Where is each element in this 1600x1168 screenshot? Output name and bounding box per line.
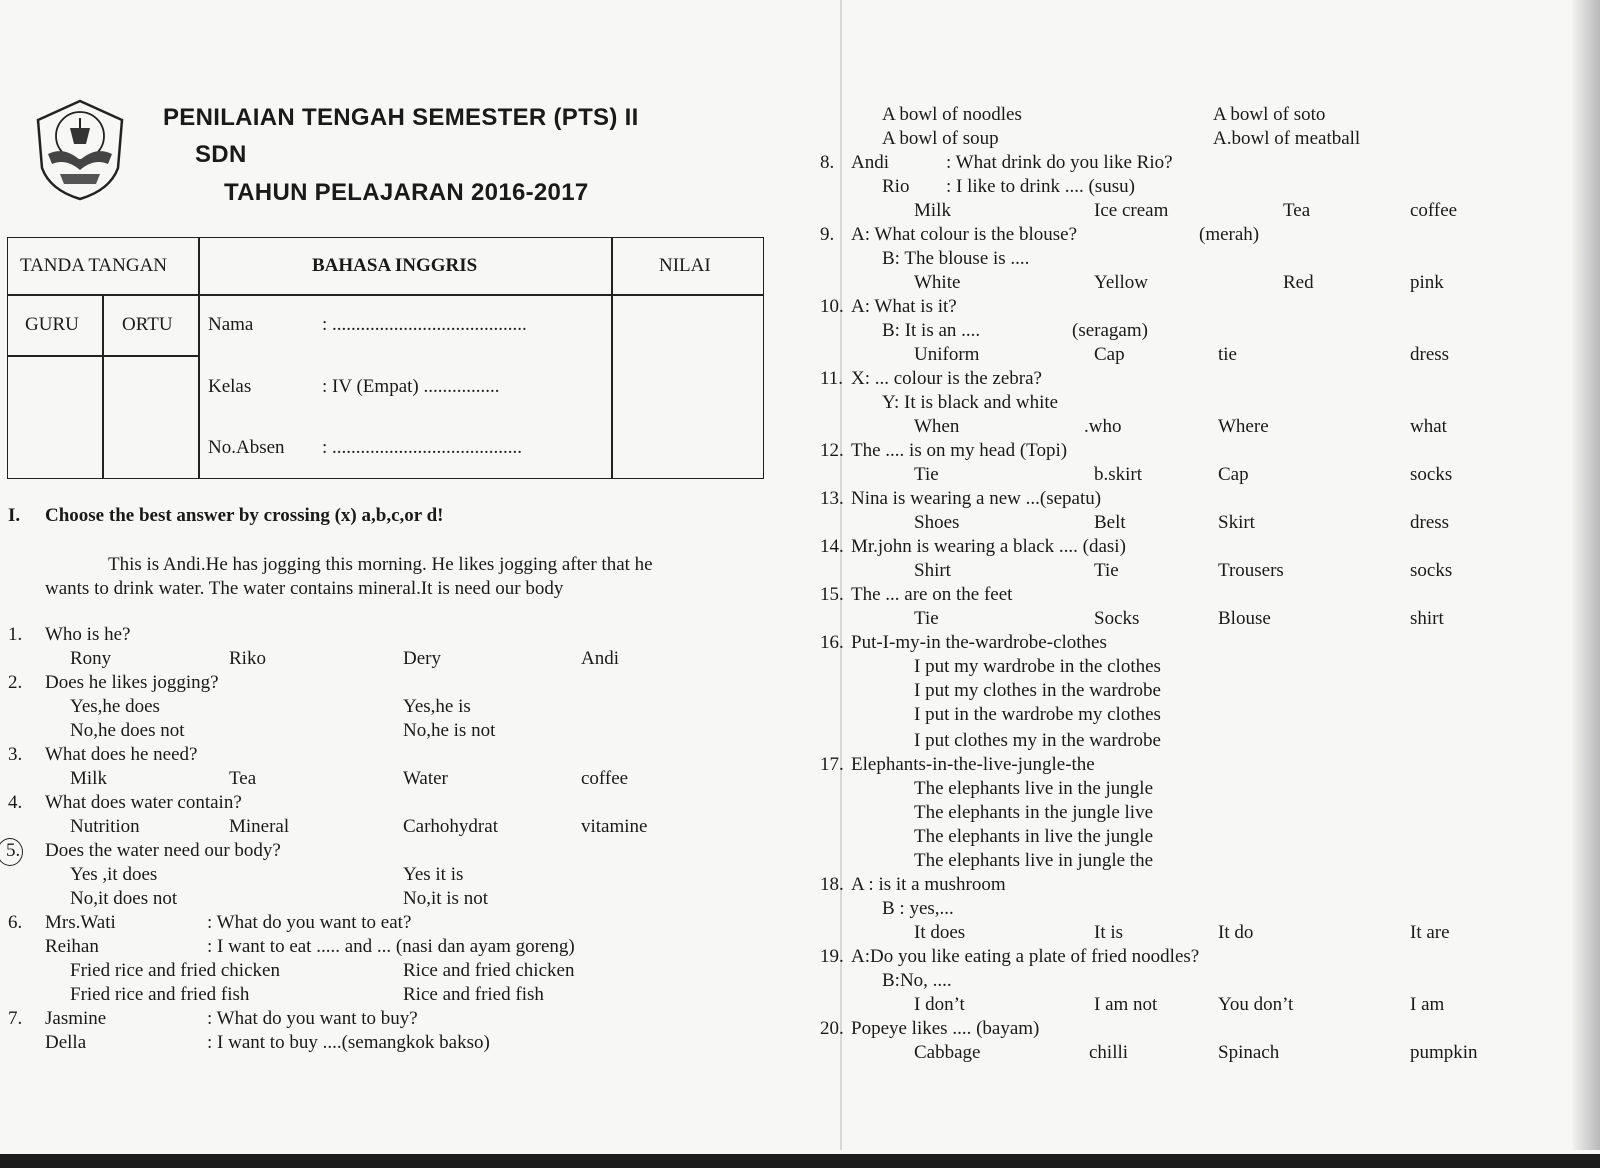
- answer-option[interactable]: pink: [1410, 272, 1444, 293]
- answer-option[interactable]: Yes,he does: [70, 696, 160, 717]
- dialog-line: : I want to buy ....(semangkok bakso): [207, 1032, 490, 1053]
- score-header: NILAI: [659, 255, 711, 276]
- answer-option[interactable]: Milk: [914, 200, 951, 221]
- question-text: What does he need?: [45, 744, 198, 765]
- answer-option[interactable]: I put in the wardrobe my clothes: [914, 704, 1161, 725]
- dialog-line: : What do you want to eat?: [207, 912, 412, 933]
- answer-option[interactable]: Shoes: [914, 512, 960, 533]
- answer-option[interactable]: socks: [1410, 464, 1453, 485]
- answer-option[interactable]: .who: [1084, 416, 1122, 437]
- question-number: 14.: [820, 536, 844, 557]
- name-label: Nama: [208, 314, 254, 335]
- answer-option[interactable]: what: [1410, 416, 1447, 437]
- question-number: 4.: [8, 792, 23, 813]
- answer-option[interactable]: Belt: [1094, 512, 1126, 533]
- answer-option[interactable]: Fried rice and fried chicken: [70, 960, 280, 981]
- question-number: 15.: [820, 584, 844, 605]
- answer-option[interactable]: Yellow: [1094, 272, 1149, 293]
- answer-option[interactable]: No,he is not: [403, 720, 496, 741]
- answer-option[interactable]: Tea: [229, 768, 257, 789]
- question-text: B: It is an ....: [882, 320, 981, 341]
- question-number: 16.: [820, 632, 844, 653]
- question-text: Does he likes jogging?: [45, 672, 219, 693]
- question-text: Elephants-in-the-live-jungle-the: [851, 754, 1095, 775]
- dialog-speaker: Della: [45, 1032, 87, 1053]
- question-text: B : yes,...: [882, 898, 954, 919]
- question-hint: (merah): [1199, 224, 1260, 245]
- answer-option[interactable]: vitamine: [581, 816, 648, 837]
- answer-option[interactable]: Rice and fried chicken: [403, 960, 575, 981]
- dialog-line: : What drink do you like Rio?: [946, 152, 1173, 173]
- instruction-text: Choose the best answer by crossing (x) a,b,c,or d!: [45, 505, 444, 526]
- school-name: SDN: [195, 141, 247, 168]
- section-number: I.: [8, 505, 21, 526]
- question-text: A: What colour is the blouse?: [851, 224, 1078, 245]
- question-number: 6.: [8, 912, 23, 933]
- dialog-line: : What do you want to buy?: [207, 1008, 418, 1029]
- answer-option[interactable]: Cap: [1094, 344, 1125, 365]
- answer-option[interactable]: Shirt: [914, 560, 951, 581]
- question-text: Popeye likes .... (bayam): [851, 1018, 1040, 1039]
- answer-option[interactable]: Water: [403, 768, 448, 789]
- question-number: 5.: [6, 840, 21, 861]
- roll-number-label: No.Absen: [208, 437, 285, 458]
- question-number: 1.: [8, 624, 23, 645]
- answer-option[interactable]: Tie: [1094, 560, 1119, 581]
- passage-line: This is Andi.He has jogging this morning. He likes jogging after that he: [108, 554, 653, 575]
- answer-option[interactable]: A bowl of soto: [1213, 104, 1326, 125]
- question-text: Does the water need our body?: [45, 840, 281, 861]
- dialog-speaker: Andi: [851, 152, 889, 173]
- answer-option[interactable]: Andi: [581, 648, 619, 669]
- answer-option[interactable]: Red: [1283, 272, 1314, 293]
- answer-option[interactable]: The elephants in live the jungle: [914, 826, 1154, 847]
- answer-option[interactable]: You don’t: [1218, 994, 1294, 1015]
- answer-option[interactable]: Riko: [229, 648, 266, 669]
- answer-option[interactable]: It are: [1410, 922, 1450, 943]
- answer-option[interactable]: Where: [1218, 416, 1269, 437]
- name-field[interactable]: : .........................................: [322, 314, 527, 335]
- question-text: A:Do you like eating a plate of fried noodles?: [851, 946, 1200, 967]
- answer-option[interactable]: Tie: [914, 464, 939, 485]
- answer-option[interactable]: tie: [1218, 344, 1237, 365]
- answer-option[interactable]: coffee: [1410, 200, 1458, 221]
- answer-option[interactable]: Tea: [1283, 200, 1311, 221]
- question-text: The .... is on my head (Topi): [851, 440, 1068, 461]
- tut-wuri-handayani-logo: [30, 98, 130, 202]
- answer-option[interactable]: socks: [1410, 560, 1453, 581]
- parent-signature-label: ORTU: [122, 314, 173, 335]
- answer-option[interactable]: I am not: [1094, 994, 1158, 1015]
- answer-option[interactable]: A bowl of soup: [882, 128, 999, 149]
- answer-option[interactable]: Carhohydrat: [403, 816, 498, 837]
- question-text: Nina is wearing a new ...(sepatu): [851, 488, 1102, 509]
- answer-option[interactable]: The elephants live in jungle the: [914, 850, 1154, 871]
- answer-option[interactable]: Spinach: [1218, 1042, 1280, 1063]
- answer-option[interactable]: Trousers: [1218, 560, 1284, 581]
- question-text: What does water contain?: [45, 792, 242, 813]
- question-hint: (seragam): [1072, 320, 1148, 341]
- answer-option[interactable]: It does: [914, 922, 966, 943]
- class-label: Kelas: [208, 376, 252, 397]
- scan-edge: [1572, 0, 1600, 1150]
- answer-option[interactable]: It is: [1094, 922, 1124, 943]
- class-field[interactable]: : IV (Empat) ................: [322, 376, 500, 397]
- answer-option[interactable]: No,it is not: [403, 888, 488, 909]
- question-number: 10.: [820, 296, 844, 317]
- answer-option[interactable]: Rice and fried fish: [403, 984, 544, 1005]
- question-text: A: What is it?: [851, 296, 957, 317]
- answer-option[interactable]: White: [914, 272, 961, 293]
- dialog-speaker: Mrs.Wati: [45, 912, 116, 933]
- dialog-speaker: Jasmine: [45, 1008, 107, 1029]
- answer-option[interactable]: It do: [1218, 922, 1254, 943]
- question-text: A : is it a mushroom: [851, 874, 1006, 895]
- question-number: 19.: [820, 946, 844, 967]
- answer-option[interactable]: I put my wardrobe in the clothes: [914, 656, 1161, 677]
- passage-line: wants to drink water. The water contains mineral.It is need our body: [45, 578, 564, 599]
- question-number: 12.: [820, 440, 844, 461]
- answer-option[interactable]: A bowl of noodles: [882, 104, 1022, 125]
- question-number: 13.: [820, 488, 844, 509]
- answer-option[interactable]: Uniform: [914, 344, 980, 365]
- question-text: Who is he?: [45, 624, 131, 645]
- answer-option[interactable]: Cap: [1218, 464, 1249, 485]
- question-number: 17.: [820, 754, 844, 775]
- answer-option[interactable]: Yes ,it does: [70, 864, 158, 885]
- teacher-signature-label: GURU: [25, 314, 79, 335]
- answer-option[interactable]: I don’t: [914, 994, 965, 1015]
- question-number: 8.: [820, 152, 835, 173]
- question-number: 11.: [820, 368, 844, 389]
- answer-option[interactable]: When: [914, 416, 960, 437]
- exam-title: PENILAIAN TENGAH SEMESTER (PTS) II: [163, 104, 639, 131]
- dialog-line: : I want to eat ..... and ... (nasi dan ayam goreng): [207, 936, 575, 957]
- question-text: Y: It is black and white: [882, 392, 1059, 413]
- answer-option[interactable]: Nutrition: [70, 816, 140, 837]
- answer-option[interactable]: Yes,he is: [403, 696, 471, 717]
- answer-option[interactable]: Dery: [403, 648, 441, 669]
- answer-option[interactable]: Blouse: [1218, 608, 1271, 629]
- answer-option[interactable]: The elephants live in the jungle: [914, 778, 1154, 799]
- answer-option[interactable]: Milk: [70, 768, 107, 789]
- question-number: 3.: [8, 744, 23, 765]
- answer-option[interactable]: Rony: [70, 648, 112, 669]
- question-number: 18.: [820, 874, 844, 895]
- question-text: Mr.john is wearing a black .... (dasi): [851, 536, 1126, 557]
- answer-option[interactable]: Ice cream: [1094, 200, 1169, 221]
- question-number: 20.: [820, 1018, 844, 1039]
- answer-option[interactable]: Socks: [1094, 608, 1140, 629]
- dialog-speaker: Reihan: [45, 936, 99, 957]
- subject-header: BAHASA INGGRIS: [312, 255, 478, 276]
- answer-option[interactable]: Mineral: [229, 816, 290, 837]
- answer-option[interactable]: The elephants in the jungle live: [914, 802, 1154, 823]
- answer-option[interactable]: No,he does not: [70, 720, 185, 741]
- question-number: 9.: [820, 224, 835, 245]
- question-text: Put-I-my-in the-wardrobe-clothes: [851, 632, 1107, 653]
- answer-option[interactable]: chilli: [1089, 1042, 1129, 1063]
- question-text: B: The blouse is ....: [882, 248, 1030, 269]
- answer-option[interactable]: Fried rice and fried fish: [70, 984, 250, 1005]
- question-text: B:No, ....: [882, 970, 952, 991]
- academic-year: TAHUN PELAJARAN 2016-2017: [224, 179, 589, 206]
- answer-option[interactable]: dress: [1410, 512, 1450, 533]
- answer-option[interactable]: pumpkin: [1410, 1042, 1478, 1063]
- answer-option[interactable]: Skirt: [1218, 512, 1255, 533]
- answer-option[interactable]: I am: [1410, 994, 1445, 1015]
- question-number: 7.: [8, 1008, 23, 1029]
- answer-option[interactable]: A.bowl of meatball: [1213, 128, 1361, 149]
- answer-option[interactable]: coffee: [581, 768, 629, 789]
- answer-option[interactable]: Tie: [914, 608, 939, 629]
- dialog-speaker: Rio: [882, 176, 910, 197]
- roll-number-field[interactable]: : ........................................: [322, 437, 523, 458]
- question-text: X: ... colour is the zebra?: [851, 368, 1042, 389]
- page-fold: [840, 0, 842, 1150]
- answer-option[interactable]: Yes it is: [403, 864, 464, 885]
- question-text: The ... are on the feet: [851, 584, 1013, 605]
- answer-option[interactable]: b.skirt: [1094, 464, 1143, 485]
- answer-option[interactable]: Cabbage: [914, 1042, 981, 1063]
- answer-option[interactable]: No,it does not: [70, 888, 178, 909]
- answer-option[interactable]: I put clothes my in the wardrobe: [914, 730, 1161, 751]
- dialog-line: : I like to drink .... (susu): [946, 176, 1135, 197]
- scan-bottom-edge: [0, 1154, 1600, 1168]
- answer-option[interactable]: dress: [1410, 344, 1450, 365]
- signature-header: TANDA TANGAN: [20, 255, 168, 276]
- answer-option[interactable]: I put my clothes in the wardrobe: [914, 680, 1161, 701]
- question-number: 2.: [8, 672, 23, 693]
- answer-option[interactable]: shirt: [1410, 608, 1444, 629]
